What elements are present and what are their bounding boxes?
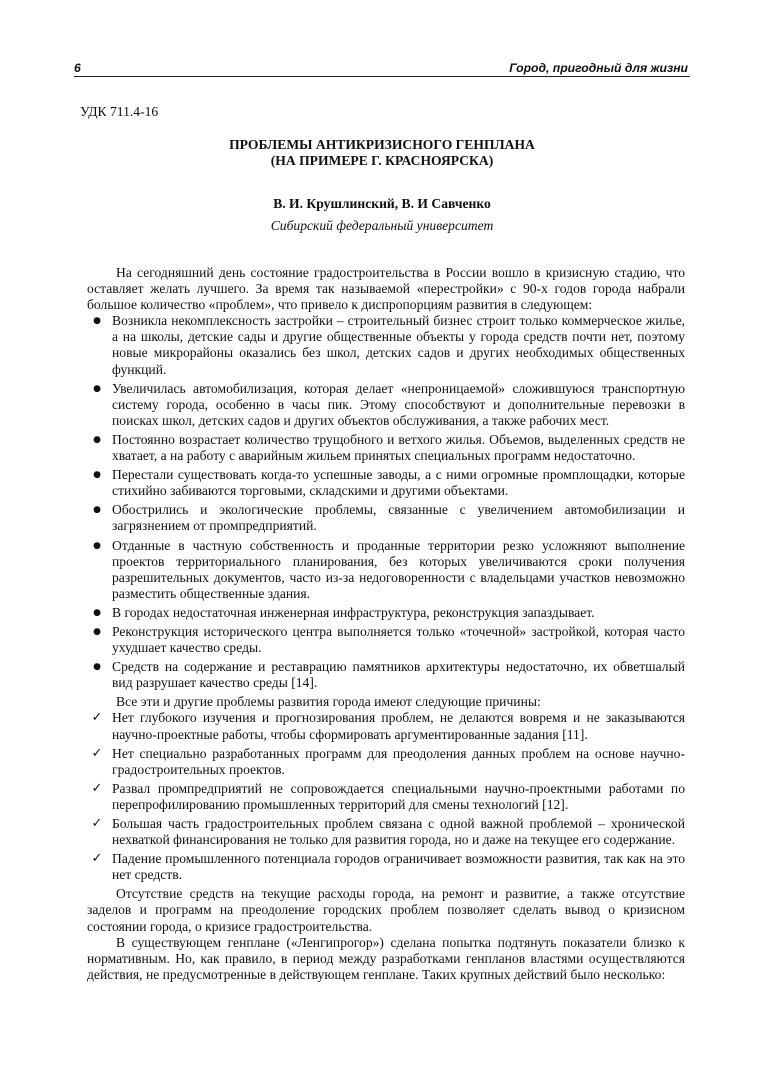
bullet-icon: ● — [93, 662, 101, 673]
problem-item-text: Возникла некомплексность застройки – строительный бизнес строит только коммерческое жилье, а на школы, детские сады и другие общественные объекты у города средств почти нет, поэтому новые микрорайоны оказались без школ, детских садов и других необходимых общественных функций. — [112, 313, 685, 377]
bullet-icon: ● — [93, 505, 101, 516]
page-number: 6 — [74, 61, 81, 75]
genplan-paragraph: В существующем генплане («Ленгипрогор») сделана попытка подтянуть показатели близко к нормативным. Но, как правило, в период между разработками генпланов властями осуществляются действия, не предусмотренные в действующем генплане. Таких крупных действий было несколько: — [87, 934, 685, 982]
problem-item-text: Средств на содержание и реставрацию памятников архитектуры недостаточно, их обветшалый вид разрушает качество среды [14]. — [112, 659, 685, 691]
bullet-icon: ● — [93, 434, 101, 445]
authors: В. И. Крушлинский, В. И Савченко — [273, 196, 491, 211]
udk-code: УДК 711.4-16 — [80, 104, 159, 119]
cause-item — [87, 781, 685, 813]
checkmark-icon: ✓ — [91, 851, 103, 867]
cause-item-text: Нет специально разработанных программ для преодоления данных проблем на основе научно-градостроительных проектов. — [112, 745, 685, 777]
cause-item — [87, 710, 685, 742]
bullet-icon: ● — [93, 540, 101, 551]
affiliation: Сибирский федеральный университет — [270, 218, 494, 233]
problem-item-text: Постоянно возрастает количество трущобного и ветхого жилья. Объемов, выделенных средств не хватает, а на работу с аварийным жильем принятых специальных программ недостаточно. — [112, 431, 685, 464]
bullet-icon: ● — [93, 316, 101, 327]
cause-item-text: Развал промпредприятий не сопровождается специальными научно-проектными работами по перепрофилированию промышленных территорий для смены технологий [12]. — [112, 780, 685, 812]
cause-item — [87, 816, 685, 848]
cause-item-text: Падение промышленного потенциала городов ограничивает возможности развития, так как на это нет средств. — [112, 851, 685, 883]
causes-intro: Все эти и другие проблемы развития города имеют следующие причины: — [116, 694, 541, 710]
problem-item — [87, 624, 685, 656]
problem-item — [87, 381, 685, 429]
problem-item — [87, 313, 685, 377]
problem-item-text: Реконструкция исторического центра выполняется только «точечной» застройкой, которая часто ухудшает качество среды. — [112, 623, 685, 656]
checkmark-icon: ✓ — [91, 780, 103, 796]
cause-item-text: Большая часть градостроительных проблем связана с одной важной проблемой – хронической нехваткой финансирования не только для развития города, но и даже на текущее его содержание. — [112, 816, 685, 848]
bullet-icon: ● — [93, 383, 101, 394]
checkmark-icon: ✓ — [91, 710, 103, 726]
problem-item — [87, 538, 685, 602]
problem-item-text: Отданные в частную собственность и проданные территории резко усложняют выполнение проектов территориального планирования, без которых увеличиваются сроки получения разрешительных документов, часто из-за недоговоренности с владельцами участков невозможно разместить общественные здания. — [112, 537, 685, 601]
article-body — [87, 265, 685, 983]
problem-item-text: Увеличилась автомобилизация, которая делает «непроницаемой» сложившуюся транспортную систему города, особенно в часы пик. Этому способствуют и дополнительные перевозки в поисках школ, детских садов и других объектов обслуживания, а также рабочих мест. — [112, 380, 685, 428]
problem-item-text: Перестали существовать когда-то успешные заводы, а с ними огромные промплощадки, которые стихийно забиваются торговыми, складскими и другими объектами. — [112, 467, 685, 499]
article-title-line-1: ПРОБЛЕМЫ АНТИКРИЗИСНОГО ГЕНПЛАНА — [229, 137, 535, 152]
running-header — [74, 60, 690, 77]
problem-item-text: Обострились и экологические проблемы, связанные с увеличением автомобилизации и загрязнением от промпредприятий. — [112, 502, 685, 534]
intro-paragraph: На сегодняшний день состояние градостроительства в России вошло в кризисную стадию, что оставляет желать лучшего. За время так называемой «перестройки» с 90-х годов города набрали большое количество «проблем», что привело к диспропорциям развития в следующем: — [87, 265, 685, 313]
cause-item — [87, 746, 685, 778]
causes-list — [87, 710, 685, 883]
problem-item — [87, 605, 685, 621]
problem-item — [87, 467, 685, 499]
running-title: Город, пригодный для жизни — [509, 61, 688, 75]
article-title-line-2: (НА ПРИМЕРЕ Г. КРАСНОЯРСКА) — [270, 153, 494, 168]
problem-item — [87, 502, 685, 534]
funds-paragraph: Отсутствие средств на текущие расходы города, на ремонт и развитие, а также отсутствие заделов и программ на преодоление городских проблем позволяет сделать вывод о кризисном состоянии города, о кризисе градостроительства. — [87, 886, 685, 934]
checkmark-icon: ✓ — [91, 745, 103, 761]
article-title — [74, 137, 690, 169]
problems-list — [87, 313, 685, 691]
problem-item — [87, 432, 685, 464]
cause-item — [87, 851, 685, 883]
bullet-icon: ● — [93, 607, 101, 618]
cause-item-text: Нет глубокого изучения и прогнозирования проблем, не делаются вовремя и не заказываются научно-проектные работы, чтобы сформировать аргументированные задания [11]. — [112, 710, 685, 742]
bullet-icon: ● — [93, 470, 101, 481]
checkmark-icon: ✓ — [91, 816, 103, 831]
problem-item — [87, 659, 685, 691]
bullet-icon: ● — [93, 626, 101, 637]
problem-item-text: В городах недостаточная инженерная инфраструктура, реконструкция запаздывает. — [112, 604, 595, 620]
